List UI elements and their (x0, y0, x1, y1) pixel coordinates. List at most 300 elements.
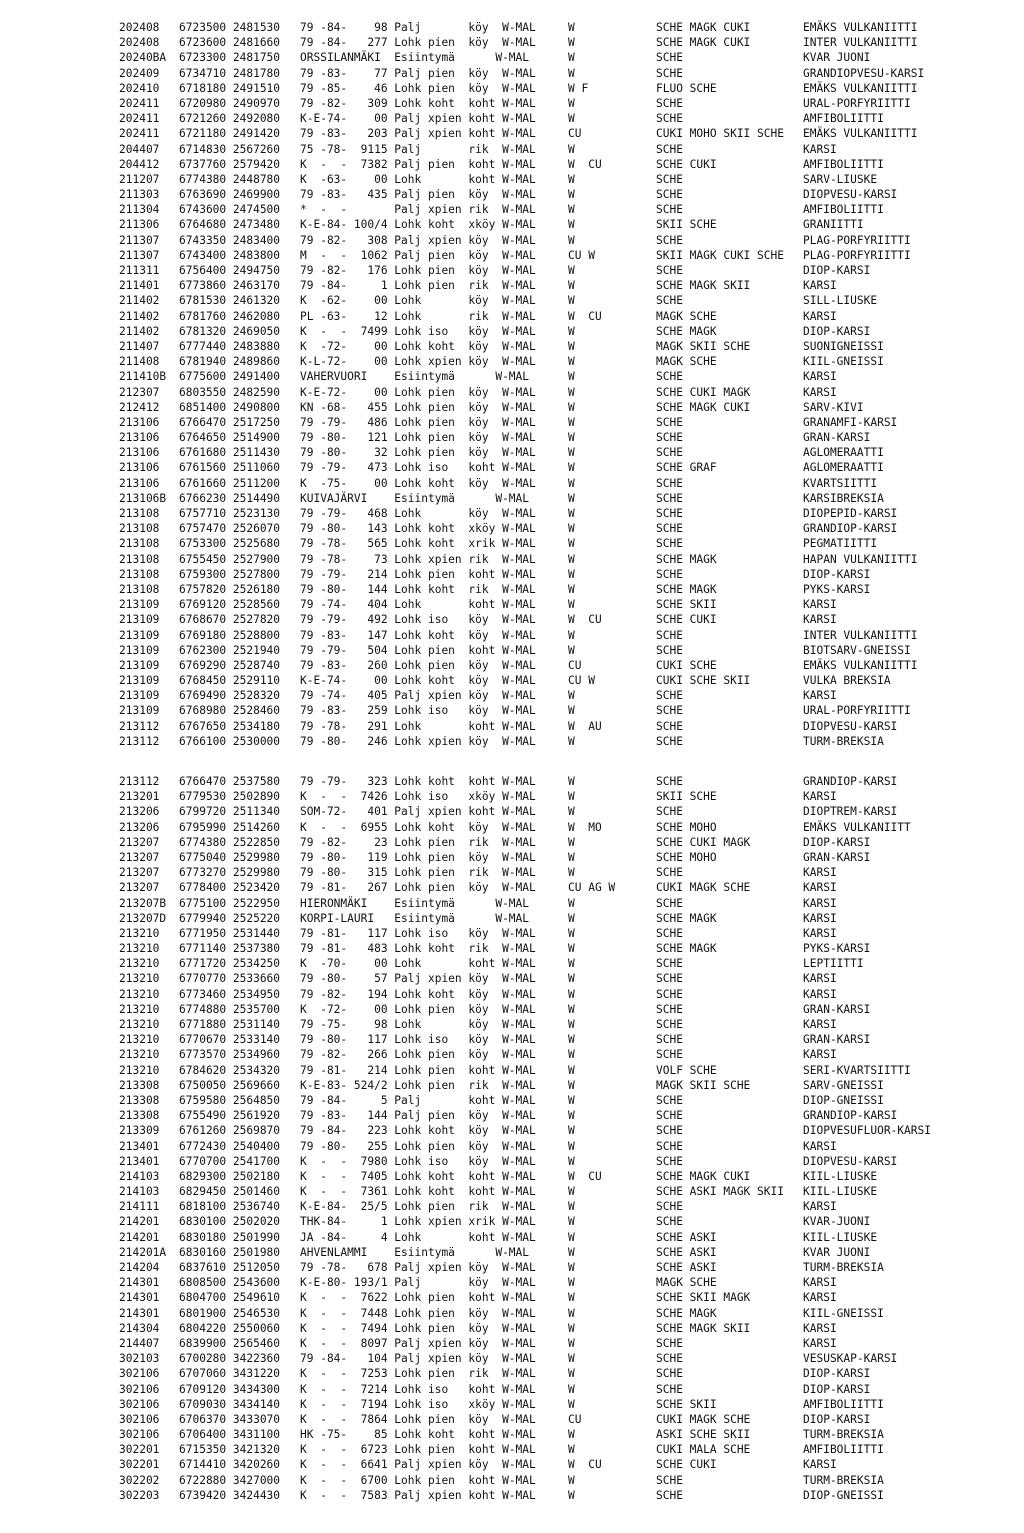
element-code: W (568, 1488, 575, 1502)
element-code: W (568, 643, 575, 657)
mineral-list: CUKI SCHE SKII (656, 674, 751, 688)
map-sheet-code: 213308 (119, 1093, 160, 1107)
map-sheet-code: 202411 (119, 112, 160, 126)
rock-type: KARSI (803, 1291, 837, 1305)
rock-type: KARSI (803, 896, 837, 910)
mineral-list: SCHE (656, 1018, 683, 1031)
map-sheet-code: 213109 (119, 643, 160, 657)
table-row (0, 278, 1024, 293)
map-sheet-code: 214301 (119, 1306, 160, 1320)
table-row (0, 521, 1024, 536)
coordinates: 6770700 2541700 (179, 1154, 281, 1168)
element-code: W (568, 537, 575, 551)
sample-info: 79 -79- 323 Lohk koht koht W-MAL (300, 775, 536, 788)
rock-type: GRAN-KARSI (803, 850, 871, 864)
table-row (0, 1275, 1024, 1290)
map-sheet-code: 213210 (119, 1018, 160, 1031)
sample-info: K -62- 00 Lohk köy W-MAL (300, 294, 536, 308)
table-row (0, 187, 1024, 202)
table-row (0, 820, 1024, 835)
map-sheet-code: 213207D (119, 911, 167, 925)
element-code: W (568, 1063, 575, 1077)
coordinates: 6781320 2469050 (179, 324, 281, 338)
rock-type: KARSI (803, 309, 837, 323)
coordinates: 6700280 3422360 (179, 1352, 281, 1366)
map-sheet-code: 214201 (119, 1230, 160, 1244)
sample-info: 79 -80- 57 Palj xpien köy W-MAL (300, 972, 536, 986)
map-sheet-code: 214201A (119, 1245, 167, 1259)
coordinates: 6774380 2522850 (179, 835, 281, 849)
table-row (0, 1321, 1024, 1336)
coordinates: 6709030 3434140 (179, 1397, 281, 1411)
sample-info: 79 -80- 255 Lohk pien köy W-MAL (300, 1139, 536, 1153)
map-sheet-code: 214201 (119, 1215, 160, 1229)
element-code: W (568, 598, 575, 612)
coordinates: 6723600 2481660 (179, 36, 281, 50)
table-row (0, 719, 1024, 734)
map-sheet-code: 213112 (119, 719, 160, 733)
mineral-list: SCHE (656, 1033, 683, 1047)
element-code: W (568, 1002, 575, 1016)
coordinates: 6769120 2528560 (179, 598, 281, 612)
element-code: W (568, 1321, 575, 1335)
coordinates: 6755490 2561920 (179, 1109, 281, 1123)
table-row (0, 324, 1024, 339)
rock-type: TURM-BREKSIA (803, 1473, 884, 1487)
map-sheet-code: 211402 (119, 294, 160, 308)
table-row (0, 612, 1024, 627)
coordinates: 6769490 2528320 (179, 689, 281, 703)
sample-info: K - - 7426 Lohk iso xköy W-MAL (300, 790, 536, 804)
sample-info: VAHERVUORI Esiintymä W-MAL (300, 370, 530, 384)
coordinates: 6706400 3431100 (179, 1428, 281, 1442)
coordinates: 6778400 2523420 (179, 881, 281, 895)
table-row (0, 81, 1024, 96)
rock-type: DIOPVESUFLUOR-KARSI (803, 1124, 931, 1138)
table-row (0, 1336, 1024, 1351)
rock-type: GRAN-KARSI (803, 1002, 871, 1016)
element-code: W (568, 1033, 575, 1047)
mineral-list: CUKI MAGK SCHE (656, 1412, 751, 1426)
table-row (0, 734, 1024, 749)
sample-info: K -72- 00 Lohk pien köy W-MAL (300, 1002, 536, 1016)
rock-type: KIIL-LIUSKE (803, 1169, 878, 1183)
rock-type: SARV-LIUSKE (803, 172, 878, 186)
element-code: W (568, 1109, 575, 1123)
mineral-list: SCHE ASKI (656, 1230, 717, 1244)
map-sheet-code: 302106 (119, 1428, 160, 1442)
sample-info: HK -75- 85 Lohk koht koht W-MAL (300, 1428, 536, 1442)
element-code: W (568, 339, 575, 353)
element-code: W (568, 775, 575, 788)
map-sheet-code: 202410 (119, 81, 160, 95)
table-row (0, 1002, 1024, 1017)
rock-type: GRANIITTI (803, 218, 864, 232)
mineral-list: SCHE (656, 689, 683, 703)
mineral-list: SCHE (656, 734, 683, 748)
mineral-list: SCHE SKII (656, 1397, 717, 1411)
table-block-2 (0, 774, 1024, 1503)
coordinates: 6759300 2527800 (179, 567, 281, 581)
table-row (0, 1032, 1024, 1047)
element-code: W (568, 385, 575, 399)
table-row (0, 415, 1024, 430)
table-row (0, 688, 1024, 703)
sample-info: K -72- 00 Lohk koht köy W-MAL (300, 339, 536, 353)
coordinates: 6771880 2531140 (179, 1018, 281, 1031)
element-code: W (568, 1154, 575, 1168)
rock-type: DIOPVESU-KARSI (803, 188, 898, 202)
rock-type: AMFIBOLIITTI (803, 112, 884, 126)
rock-type: LEPTIITTI (803, 957, 864, 971)
mineral-list: MAGK SCHE (656, 309, 717, 323)
coordinates: 6756400 2494750 (179, 264, 281, 277)
map-sheet-code: 213207 (119, 835, 160, 849)
rock-type: EMÄKS VULKANIITTI (803, 21, 918, 34)
map-sheet-code: 213401 (119, 1139, 160, 1153)
mineral-list: SCHE (656, 96, 683, 110)
element-code: CU W (568, 248, 595, 262)
rock-type: KARSI (803, 1200, 837, 1214)
rock-type: KARSI (803, 881, 837, 895)
sample-info: PL -63- 12 Lohk rik W-MAL (300, 309, 536, 323)
coordinates: 6743350 2483400 (179, 233, 281, 247)
mineral-list: SCHE (656, 370, 683, 384)
table-row (0, 35, 1024, 50)
coordinates: 6830180 2501990 (179, 1230, 281, 1244)
element-code: W (568, 1306, 575, 1320)
element-code: W (568, 400, 575, 414)
map-sheet-code: 211407 (119, 339, 160, 353)
table-row (0, 835, 1024, 850)
element-code: W (568, 112, 575, 126)
table-row (0, 1199, 1024, 1214)
sample-info: K - - 6723 Lohk pien koht W-MAL (300, 1443, 536, 1457)
table-row (0, 111, 1024, 126)
element-code: W (568, 866, 575, 880)
rock-type: GRANAMFI-KARSI (803, 415, 898, 429)
sample-info: THK-84- 1 Lohk xpien xrik W-MAL (300, 1215, 536, 1229)
mineral-list: SCHE (656, 628, 683, 642)
mineral-list: SCHE CUKI (656, 157, 717, 171)
sample-info: 79 -82- 23 Lohk pien rik W-MAL (300, 835, 536, 849)
rock-type: KIIL-LIUSKE (803, 1230, 878, 1244)
mineral-list: SCHE (656, 476, 683, 490)
mineral-list: SCHE ASKI (656, 1261, 717, 1274)
rock-type: DIOP-KARSI (803, 1412, 871, 1426)
table-row (0, 1290, 1024, 1305)
coordinates: 6737760 2579420 (179, 157, 281, 171)
sample-info: 79 -79- 214 Lohk pien koht W-MAL (300, 567, 536, 581)
table-row (0, 142, 1024, 157)
coordinates: 6773860 2463170 (179, 279, 281, 293)
coordinates: 6723500 2481530 (179, 21, 281, 34)
table-row (0, 369, 1024, 384)
coordinates: 6779940 2525220 (179, 911, 281, 925)
element-code: W MO (568, 820, 602, 834)
map-sheet-code: 302203 (119, 1488, 160, 1502)
coordinates: 6714830 2567260 (179, 142, 281, 156)
map-sheet-code: 213210 (119, 926, 160, 940)
coordinates: 6757820 2526180 (179, 582, 281, 596)
rock-type: DIOPEPID-KARSI (803, 507, 898, 520)
rock-type: INTER VULKANIITTI (803, 628, 918, 642)
coordinates: 6766470 2517250 (179, 415, 281, 429)
rock-type: SILL-LIUSKE (803, 294, 878, 308)
coordinates: 6772430 2540400 (179, 1139, 281, 1153)
map-sheet-code: 214301 (119, 1291, 160, 1305)
element-code: W CU (568, 309, 602, 323)
table-row (0, 926, 1024, 941)
sample-info: 79 -82- 194 Lohk koht köy W-MAL (300, 987, 536, 1001)
mineral-list: SCHE (656, 1352, 683, 1366)
coordinates: 6768980 2528460 (179, 704, 281, 718)
sample-info: 79 -78- 678 Palj xpien köy W-MAL (300, 1261, 536, 1274)
mineral-list: SCHE MAGK SKII (656, 279, 751, 293)
table-row (0, 506, 1024, 521)
mineral-list: SCHE (656, 987, 683, 1001)
coordinates: 6761660 2511200 (179, 476, 281, 490)
rock-type: KARSI (803, 689, 837, 703)
coordinates: 6774380 2448780 (179, 172, 281, 186)
sample-info: K-E-80- 193/1 Palj köy W-MAL (300, 1276, 536, 1290)
rock-type: KARSI (803, 987, 837, 1001)
coordinates: 6722880 3427000 (179, 1473, 281, 1487)
map-sheet-code: 213106 (119, 431, 160, 445)
coordinates: 6771950 2531440 (179, 926, 281, 940)
table-row (0, 1427, 1024, 1442)
sample-info: 79 -84- 98 Palj köy W-MAL (300, 21, 536, 34)
coordinates: 6773460 2534950 (179, 987, 281, 1001)
rock-type: AMFIBOLIITTI (803, 1397, 884, 1411)
map-sheet-code: 213108 (119, 507, 160, 520)
rock-type: AMFIBOLIITTI (803, 157, 884, 171)
rock-type: URAL-PORFYRIITTI (803, 96, 911, 110)
table-row (0, 430, 1024, 445)
mineral-list: MAGK SCHE (656, 355, 717, 369)
table-row (0, 1382, 1024, 1397)
rock-type: KIIL-LIUSKE (803, 1185, 878, 1199)
rock-type: KARSI (803, 1458, 837, 1472)
mineral-list: SCHE (656, 51, 683, 65)
map-sheet-code: 202409 (119, 66, 160, 80)
mineral-list: SCHE MAGK CUKI (656, 1169, 751, 1183)
coordinates: 6761560 2511060 (179, 461, 281, 475)
rock-type: INTER VULKANIITTI (803, 36, 918, 50)
map-sheet-code: 213109 (119, 704, 160, 718)
sample-info: 79 -82- 309 Lohk koht koht W-MAL (300, 96, 536, 110)
sample-info: 79 -83- 260 Lohk pien köy W-MAL (300, 658, 536, 672)
rock-type: KARSI (803, 142, 837, 156)
element-code: W (568, 1048, 575, 1062)
coordinates: 6799720 2511340 (179, 805, 281, 819)
map-sheet-code: 211307 (119, 248, 160, 262)
mineral-list: SCHE MAGK (656, 582, 717, 596)
rock-type: EMÄKS VULKANIITTI (803, 81, 918, 95)
rock-type: KARSI (803, 972, 837, 986)
map-sheet-code: 214204 (119, 1261, 160, 1274)
map-sheet-code: 213210 (119, 957, 160, 971)
sample-info: K - - 7405 Lohk koht koht W-MAL (300, 1169, 536, 1183)
element-code: W (568, 1078, 575, 1092)
rock-type: EMÄKS VULKANIITT (803, 820, 911, 834)
sample-info: KUIVAJÄRVI Esiintymä W-MAL (300, 491, 530, 505)
coordinates: 6723300 2481750 (179, 51, 281, 65)
coordinates: 6762300 2521940 (179, 643, 281, 657)
mineral-list: SCHE CUKI MAGK (656, 835, 751, 849)
element-code: W (568, 790, 575, 804)
map-sheet-code: 213109 (119, 613, 160, 627)
element-code: W (568, 233, 575, 247)
map-sheet-code: 211408 (119, 355, 160, 369)
map-sheet-code: 211307 (119, 233, 160, 247)
map-sheet-code: 213210 (119, 972, 160, 986)
element-code: W (568, 355, 575, 369)
rock-type: KARSI (803, 866, 837, 880)
rock-type: DIOP-KARSI (803, 1382, 871, 1396)
element-code: CU (568, 658, 582, 672)
sample-info: 79 -78- 291 Lohk koht W-MAL (300, 719, 536, 733)
table-row (0, 1108, 1024, 1123)
coordinates: 6769290 2528740 (179, 658, 281, 672)
mineral-list: SCHE (656, 1336, 683, 1350)
coordinates: 6795990 2514260 (179, 820, 281, 834)
rock-type: DIOPVESU-KARSI (803, 719, 898, 733)
element-code: W (568, 1367, 575, 1381)
element-code: W (568, 172, 575, 186)
map-sheet-code: 211402 (119, 324, 160, 338)
coordinates: 6803550 2482590 (179, 385, 281, 399)
element-code: W (568, 507, 575, 520)
coordinates: 6707060 3431220 (179, 1367, 281, 1381)
sample-info: 79 -80- 246 Lohk xpien köy W-MAL (300, 734, 536, 748)
mineral-list: SCHE (656, 188, 683, 202)
rock-type: TURM-BREKSIA (803, 734, 884, 748)
map-sheet-code: 213207 (119, 866, 160, 880)
mineral-list: SCHE (656, 1093, 683, 1107)
table-row (0, 673, 1024, 688)
sample-info: K - - 7622 Lohk pien koht W-MAL (300, 1291, 536, 1305)
rock-type: PYKS-KARSI (803, 582, 871, 596)
map-sheet-code: 213108 (119, 537, 160, 551)
rock-type: KARSI (803, 1336, 837, 1350)
map-sheet-code: 214103 (119, 1185, 160, 1199)
element-code: CU (568, 127, 582, 141)
table-row (0, 50, 1024, 65)
map-sheet-code: 302106 (119, 1397, 160, 1411)
map-sheet-code: 211303 (119, 188, 160, 202)
coordinates: 6709120 3434300 (179, 1382, 281, 1396)
element-code: W (568, 1397, 575, 1411)
sample-info: * - - Palj xpien rik W-MAL (300, 203, 536, 217)
table-row (0, 1412, 1024, 1427)
mineral-list: SCHE MAGK (656, 911, 717, 925)
rock-type: KIIL-GNEISSI (803, 355, 884, 369)
element-code: W CU (568, 1169, 602, 1183)
coordinates: 6763690 2469900 (179, 188, 281, 202)
sample-info: 79 -81- 214 Lohk pien koht W-MAL (300, 1063, 536, 1077)
table-row (0, 789, 1024, 804)
element-code: W (568, 926, 575, 940)
map-sheet-code: 213210 (119, 1063, 160, 1077)
table-row (0, 1214, 1024, 1229)
sample-info: 79 -80- 144 Lohk koht rik W-MAL (300, 582, 536, 596)
sample-info: 79 -80- 315 Lohk pien rik W-MAL (300, 866, 536, 880)
mineral-list: SCHE (656, 233, 683, 247)
element-code: W (568, 21, 575, 34)
sample-info: 79 -81- 483 Lohk koht rik W-MAL (300, 942, 536, 956)
mineral-list: SCHE MAGK CUKI (656, 21, 751, 34)
element-code: CU (568, 1412, 582, 1426)
sample-info: 79 -81- 267 Lohk pien köy W-MAL (300, 881, 536, 895)
coordinates: 6720980 2490970 (179, 96, 281, 110)
map-sheet-code: 213109 (119, 689, 160, 703)
element-code: W (568, 415, 575, 429)
element-code: W AU (568, 719, 602, 733)
sample-info: 79 -79- 486 Lohk pien köy W-MAL (300, 415, 536, 429)
mineral-list: SKII SCHE (656, 790, 717, 804)
map-sheet-code: 213106 (119, 415, 160, 429)
mineral-list: SCHE MAGK (656, 324, 717, 338)
mineral-list: SKII SCHE (656, 218, 717, 232)
sample-info: 79 -80- 117 Lohk iso köy W-MAL (300, 1033, 536, 1047)
sample-info: K-E-72- 00 Lohk pien köy W-MAL (300, 385, 536, 399)
sample-info: 79 -83- 144 Palj pien köy W-MAL (300, 1109, 536, 1123)
rock-type: KVARTSIITTI (803, 476, 878, 490)
rock-type: VULKA BREKSIA (803, 674, 891, 688)
sample-info: K-L-72- 00 Lohk xpien köy W-MAL (300, 355, 536, 369)
table-row (0, 1184, 1024, 1199)
mineral-list: SCHE (656, 491, 683, 505)
table-row (0, 1473, 1024, 1488)
sample-info: 79 -84- 277 Lohk pien köy W-MAL (300, 36, 536, 50)
mineral-list: SCHE ASKI (656, 1245, 717, 1259)
rock-type: KARSI (803, 926, 837, 940)
coordinates: 6757710 2523130 (179, 507, 281, 520)
element-code: W (568, 1443, 575, 1457)
rock-type: KIIL-GNEISSI (803, 1306, 884, 1320)
rock-type: AMFIBOLIITTI (803, 1443, 884, 1457)
table-row (0, 956, 1024, 971)
element-code: W (568, 1261, 575, 1274)
coordinates: 6759580 2564850 (179, 1093, 281, 1107)
coordinates: 6770670 2533140 (179, 1033, 281, 1047)
coordinates: 6714410 3420260 (179, 1458, 281, 1472)
sample-info: 79 -80- 121 Lohk pien köy W-MAL (300, 431, 536, 445)
table-row (0, 804, 1024, 819)
map-sheet-code: 213210 (119, 1033, 160, 1047)
map-sheet-code: 214103 (119, 1169, 160, 1183)
coordinates: 6774880 2535700 (179, 1002, 281, 1016)
table-row (0, 1123, 1024, 1138)
rock-type: DIOPTREM-KARSI (803, 805, 898, 819)
coordinates: 6773270 2529980 (179, 866, 281, 880)
sample-info: 79 -83- 435 Palj pien köy W-MAL (300, 188, 536, 202)
sample-info: 79 -82- 266 Lohk pien köy W-MAL (300, 1048, 536, 1062)
table-row (0, 385, 1024, 400)
sample-info: K - - 6955 Lohk koht köy W-MAL (300, 820, 536, 834)
table-row (0, 400, 1024, 415)
element-code: W (568, 476, 575, 490)
map-sheet-code: 213207B (119, 896, 167, 910)
rock-type: DIOP-KARSI (803, 264, 871, 277)
mineral-list: SCHE CUKI (656, 613, 717, 627)
mineral-list: SCHE (656, 522, 683, 536)
mineral-list: SCHE (656, 1124, 683, 1138)
table-row (0, 1169, 1024, 1184)
map-sheet-code: 213106 (119, 461, 160, 475)
table-row (0, 987, 1024, 1002)
